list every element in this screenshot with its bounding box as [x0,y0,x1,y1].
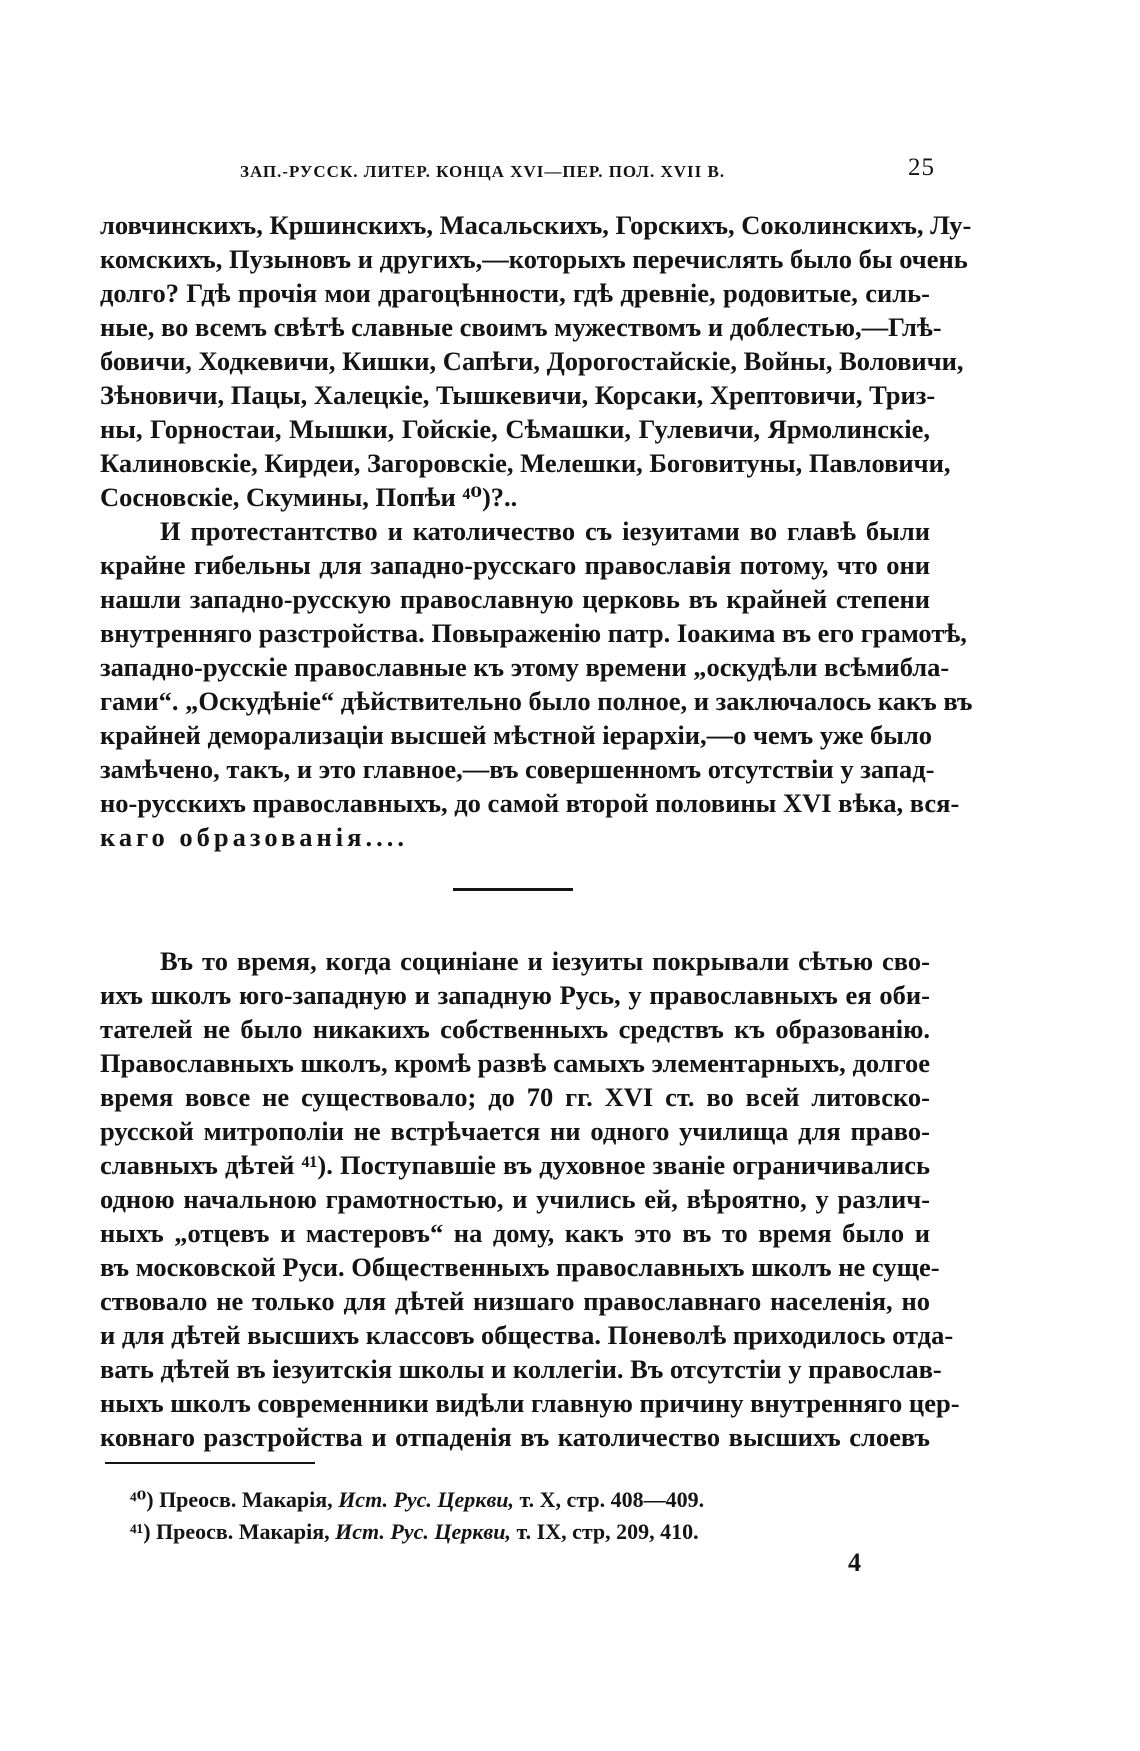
page-number: 25 [908,154,935,181]
signature-mark: 4 [848,1548,861,1577]
text-line: ловчинскихъ, Кршинскихъ, Масальскихъ, Горскихъ, Соколинскихъ, Лу- [100,210,972,240]
footnote [130,1518,699,1546]
text-line: Православныхъ школъ, кромѣ развѣ самыхъ элементарныхъ, долгое [100,1048,930,1078]
text-line: ныхъ „отцевъ и мастеровъ“ на дому, какъ это въ то время было и [100,1218,930,1248]
text-line: гами“. „Оскудѣніе“ дѣйствительно было полное, и заключалось какъ въ [100,686,973,716]
text-line: вать дѣтей въ іезуитскія школы и коллегіи. Въ отсутстіи у православ- [100,1354,942,1384]
text-line: Зѣновичи, Пацы, Халецкіе, Тышкевичи, Корсаки, Хрептовичи, Триз- [100,380,936,410]
text-line: бовичи, Ходкевичи, Кишки, Сапѣги, Дорогостайскіе, Войны, Воловичи, [100,346,964,376]
text-line: ны, Горностаи, Мышки, Гойскіе, Сѣмашки, Гулевичи, Ярмолинскіе, [100,414,930,444]
footnote-mark: ⁴⁰) [130,1487,154,1512]
text-line: въ московской Руси. Общественныхъ православныхъ школъ не суще- [100,1252,940,1282]
text-line: внутренняго разстройства. Повыраженію патр. Іоакима въ его грамотѣ, [100,618,967,648]
text-line: долго? Гдѣ прочія мои драгоцѣнности, гдѣ древніе, родовитые, силь- [100,278,930,308]
text-line: ихъ школъ юго-западную и западную Русь, у православныхъ ея оби- [100,980,930,1010]
text-line: западно-русскіе православные къ этому времени „оскудѣли всѣмибла- [100,652,950,682]
text-line: одною начальною грамотностью, и учились ей, вѣроятно, у различ- [100,1184,930,1214]
footnote [130,1486,704,1514]
text-line: крайней деморализаціи высшей мѣстной іерархіи,—о чемъ уже было [100,720,933,750]
footnote-title: Ист. Рус. Церкви, [338,1487,515,1512]
text-line: крайне гибельны для западно-русскаго православія потому, что они [100,550,930,580]
text-line: нашли западно-русскую православную церковь въ крайней степени [100,584,930,614]
footnote-title: Ист. Рус. Церкви, [335,1519,511,1544]
footnote-author: Преосв. Макарія, [156,1519,330,1544]
section-divider [453,888,573,891]
text-line: Калиновскіе, Кирдеи, Загоровскіе, Мелешки, Боговитуны, Павловичи, [100,448,951,478]
text-line: Въ то время, когда социніане и іезуиты покрывали сѣтью сво- [160,946,930,976]
text-line: ные, во всемъ свѣтѣ славные своимъ мужествомъ и доблестью,—Глѣ- [100,312,942,342]
text-line: каго образованія.... [100,822,408,852]
text-line: ствовало не только для дѣтей низшаго православнаго населенія, но [100,1286,930,1316]
text-line: замѣчено, такъ, и это главное,—въ совершенномъ отсутствіи у запад- [100,754,935,784]
text-line: И протестантство и католичество съ іезуитами во главѣ были [160,516,930,546]
text-line: ковнаго разстройства и отпаденія въ католичество высшихъ слоевъ [100,1422,930,1452]
text-line: и для дѣтей высшихъ классовъ общества. Поневолѣ приходилось отда- [100,1320,954,1350]
footnote-rule [105,1462,315,1464]
footnote-mark: ⁴¹) [130,1519,151,1544]
text-line: тателей не было никакихъ собственныхъ средствъ къ образованію. [100,1014,930,1044]
footnote-ref: т. X, стр. 408—409. [519,1487,705,1512]
text-line: славныхъ дѣтей ⁴¹). Поступавшіе въ духовное званіе ограничивались [100,1150,930,1180]
footnote-ref: т. IX, стр, 209, 410. [516,1519,699,1544]
text-line: ныхъ школъ современники видѣли главную причину внутренняго цер- [100,1388,960,1418]
text-line: комскихъ, Пузыновъ и другихъ,—которыхъ перечислять было бы очень [100,244,968,274]
text-line: русской митрополіи не встрѣчается ни одного училища для право- [100,1116,930,1146]
text-line: Сосновскіе, Скумины, Попѣи ⁴⁰)?.. [100,482,518,512]
running-title: ЗАП.-РУССК. ЛИТЕР. КОНЦА XVI—ПЕР. ПОЛ. XVII В. [240,162,726,181]
text-line: но-русскихъ православныхъ, до самой второй половины XVI вѣка, вся- [100,788,960,818]
text-line: время вовсе не существовало; до 70 гг. XVI ст. во всей литовско- [100,1082,930,1112]
footnote-author: Преосв. Макарія, [159,1487,333,1512]
